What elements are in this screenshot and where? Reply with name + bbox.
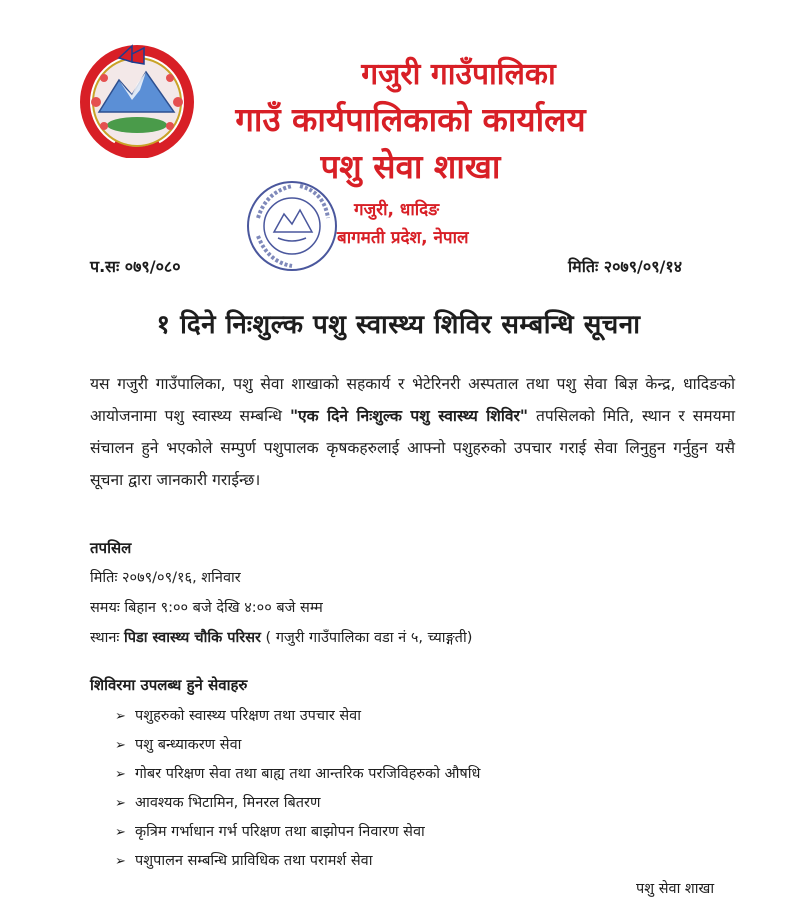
arrow-bullet-icon: ➢ [115, 825, 126, 840]
signature-block: पशु सेवा शाखा [636, 881, 715, 897]
office-name: गाउँ कार्यपालिकाको कार्यालय [235, 100, 586, 139]
event-date: मितिः २०७९/०९/१६, शनिवार [90, 570, 241, 586]
place-name: पिडा स्वास्थ्य चौकि परिसर [123, 630, 261, 646]
place-label: स्थानः [90, 630, 124, 646]
section-name: पशु सेवा शाखा [320, 147, 501, 186]
list-item-label: पशु बन्ध्याकरण सेवा [135, 737, 242, 753]
arrow-bullet-icon: ➢ [115, 709, 126, 724]
notice-body-bold: "एक दिने निःशुल्क पशु स्वास्थ्य शिविर" [289, 407, 529, 425]
details-title: तपसिल [90, 539, 132, 557]
list-item [115, 760, 480, 789]
list-item [115, 818, 480, 847]
notice-subject: १ दिने निःशुल्क पशु स्वास्थ्य शिविर सम्बन्धि सूचना [156, 310, 641, 340]
letter-date: मितिः २०७९/०९/१४ [568, 257, 683, 276]
event-place [90, 627, 472, 647]
address-province: बागमती प्रदेश, नेपाल [337, 228, 469, 248]
list-item [115, 731, 480, 760]
list-item [115, 789, 480, 818]
official-stamp [244, 178, 340, 274]
letter-reference-number: प.सः ०७९/०८० [90, 257, 181, 276]
notice-body-part2: तपसिलको मिति, स्थान र समयमा संचालन हुने भएकोले सम्पुर्ण पशुपालक कृषकहरुलाई आफ्नो पशुहरुको उपचार गराई सेवा लिनुहुन गर्नुहुन यसै सूचना द्वारा जानकारी गराईन्छ। [90, 407, 735, 489]
list-item [115, 702, 480, 731]
list-item [115, 847, 480, 876]
services-title: शिविरमा उपलब्ध हुने सेवाहरु [90, 676, 248, 694]
arrow-bullet-icon: ➢ [115, 738, 126, 753]
notice-body [90, 368, 735, 496]
place-detail: ( गजुरी गाउँपालिका वडा नं ५, च्याङ्गती) [260, 630, 473, 646]
services-list [115, 702, 480, 876]
arrow-bullet-icon: ➢ [115, 854, 126, 869]
list-item-label: पशुपालन सम्बन्धि प्राविधिक तथा परामर्श सेवा [135, 853, 373, 869]
arrow-bullet-icon: ➢ [115, 767, 126, 782]
list-item-label: आवश्यक भिटामिन, मिनरल बितरण [135, 795, 321, 811]
list-item-label: कृत्रिम गर्भाधान गर्भ परिक्षण तथा बाझोपन निवारण सेवा [135, 824, 425, 840]
address-district: गजुरी, धादिङ [354, 200, 440, 220]
event-time: समयः बिहान ९:०० बजे देखि ४:०० बजे सम्म [90, 600, 323, 616]
municipality-name: गजुरी गाउँपालिका [361, 57, 556, 92]
arrow-bullet-icon: ➢ [115, 796, 126, 811]
list-item-label: पशुहरुको स्वास्थ्य परिक्षण तथा उपचार सेवा [135, 708, 362, 724]
list-item-label: गोबर परिक्षण सेवा तथा बाह्य तथा आन्तरिक परजिविहरुको औषधि [135, 766, 481, 782]
notice-body-part1: यस गजुरी गाउँपालिका, पशु सेवा शाखाको सहकार्य र भेटेरिनरी अस्पताल तथा पशु सेवा बिज्ञ केन्द्र, धादिङको आयोजनामा पशु स्वास्थ्य सम्बन्धि [90, 375, 735, 425]
